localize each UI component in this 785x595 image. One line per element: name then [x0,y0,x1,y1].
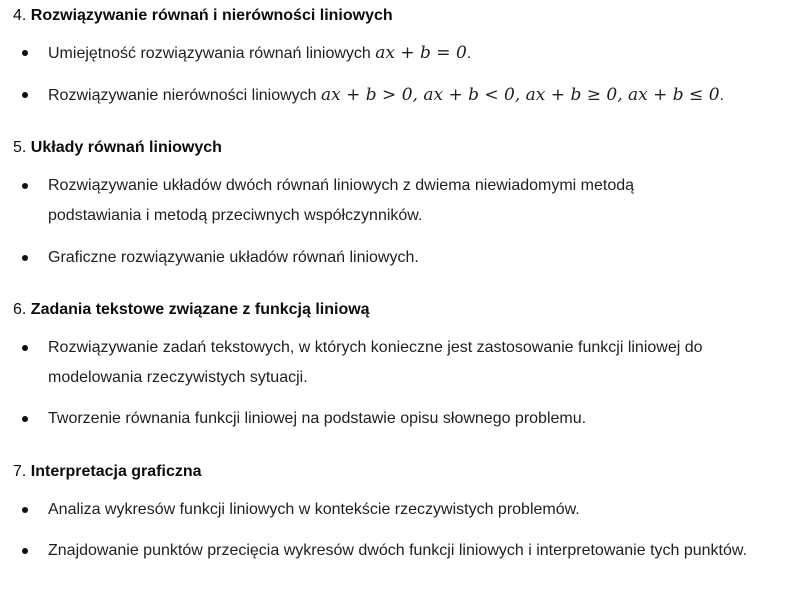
list-item-text: Graficzne rozwiązywanie układów równań liniowych. [48,249,419,266]
bullet-icon [22,50,28,56]
section-title: Układy równań liniowych [30,139,222,156]
bullet-icon [22,416,28,422]
math-expression: ax + b > 0, ax + b < 0, ax + b ≥ 0, ax + b ≤ 0 [321,85,720,105]
list-item-text: Umiejętność rozwiązywania równań liniowych [48,45,376,62]
list-item [48,38,785,69]
section-number: 4. [13,7,27,24]
list-item [48,495,785,525]
section-heading-5 [13,137,222,159]
list-item [48,404,785,434]
section-heading-7 [13,461,202,483]
list-item-suffix: . [466,45,472,62]
section-title: Rozwiązywanie równań i nierówności liniowych [30,7,393,24]
section-number: 7. [13,463,27,480]
bullet-icon [22,92,28,98]
section-heading-4 [13,5,393,27]
bullet-icon [22,255,28,261]
section-number: 5. [13,139,27,156]
list-item-text: Rozwiązywanie nierówności liniowych [48,87,321,104]
list-item [48,333,778,393]
list-item-text: Rozwiązywanie układów dwóch równań liniowych z dwiema niewiadomymi metodą podstawiania i metodą przeciwnych współczynników. [48,177,635,224]
list-item [48,536,770,566]
list-item-text: Tworzenie równania funkcji liniowej na podstawie opisu słownego problemu. [48,410,587,427]
section-title: Interpretacja graficzna [30,463,202,480]
list-item-text: Analiza wykresów funkcji liniowych w kontekście rzeczywistych problemów. [48,501,580,518]
list-item [48,243,785,273]
list-item-suffix: . [719,87,724,104]
list-item [48,80,785,111]
bullet-icon [22,183,28,189]
bullet-icon [22,507,28,513]
section-heading-6 [13,299,370,321]
list-item-text: Rozwiązywanie zadań tekstowych, w których konieczne jest zastosowanie funkcji liniowej do modelowania rzeczywistych sytuacji. [48,339,703,386]
bullet-icon [22,548,28,554]
bullet-icon [22,345,28,351]
math-expression: ax + b = 0 [375,43,467,63]
list-item [48,171,728,231]
list-item-text: Znajdowanie punktów przecięcia wykresów dwóch funkcji liniowych i interpretowanie tych punktów. [48,542,748,559]
section-title: Zadania tekstowe związane z funkcją liniową [30,301,370,318]
section-number: 6. [13,301,27,318]
